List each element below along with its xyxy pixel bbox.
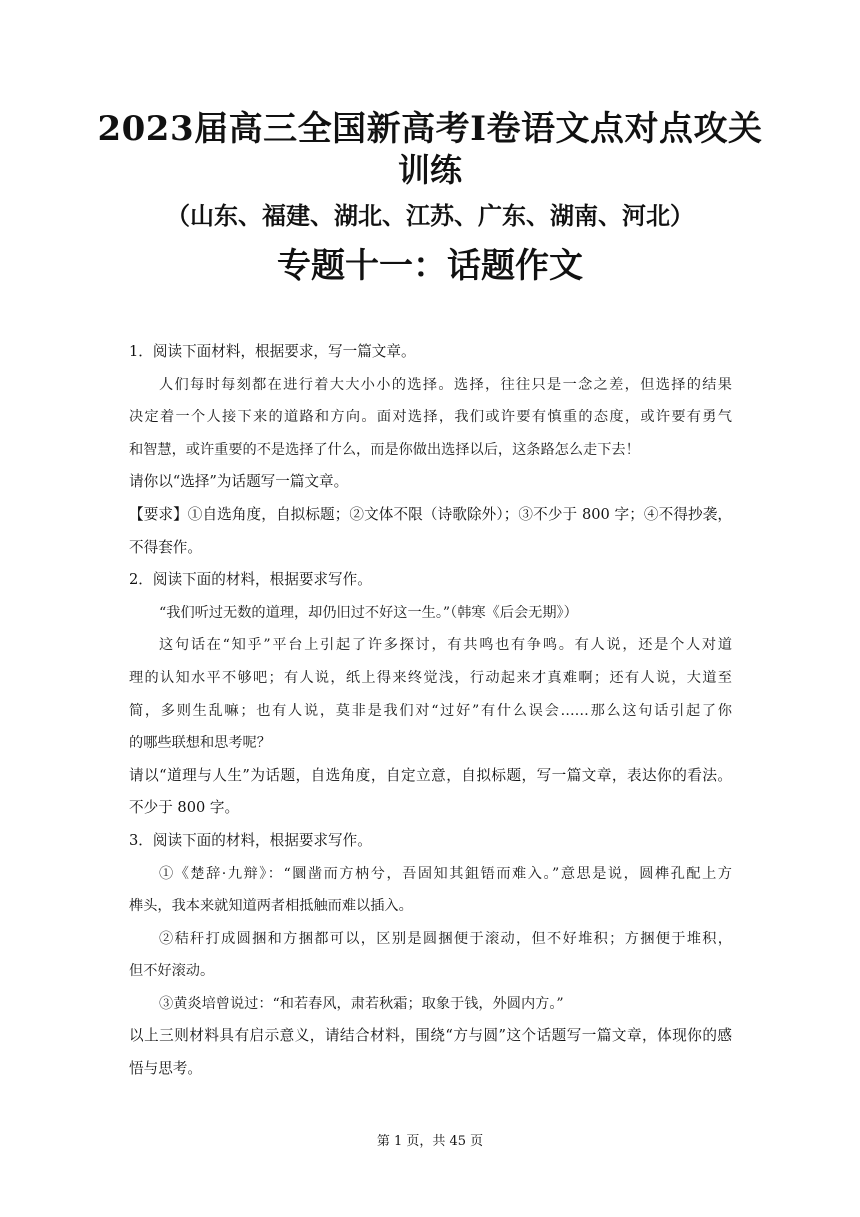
question-1-material-line: 决定着一个人接下来的道路和方向。面对选择，我们或许要有慎重的态度，或许要有勇气	[129, 409, 732, 426]
question-3-item-2-line: 但不好滚动。	[129, 963, 215, 980]
question-2-task-line: 请以“道理与人生”为话题，自选角度，自定立意，自拟标题，写一篇文章，表达你的看法。	[129, 766, 732, 784]
question-1-material-line: 人们每时每刻都在进行着大大小小的选择。选择，往往只是一念之差，但选择的结果	[159, 376, 732, 393]
question-3-item-1-line: ①《楚辞·九辩》：“圜凿而方枘兮，吾固知其鉏铻而难入。”意思是说，圆榫孔配上方	[159, 865, 732, 882]
question-2-material-line: 的哪些联想和思考呢？	[129, 735, 271, 752]
question-1-task-line: 请你以“选择”为话题写一篇文章。	[129, 473, 349, 491]
question-2-material-line: 理的认知水平不够吧；有人说，纸上得来终觉浅，行动起来才真难啊；还有人说，大道至	[129, 669, 732, 686]
question-3-item-2-line: ②秸秆打成圆捆和方捆都可以，区别是圆捆便于滚动，但不好堆积；方捆便于堆积，	[159, 930, 732, 947]
document-subtitle: （山东、福建、湖北、江苏、广东、湖南、河北）	[166, 201, 694, 230]
question-1-prompt: 1．阅读下面材料，根据要求，写一篇文章。	[129, 343, 416, 360]
question-3-prompt: 3．阅读下面的材料，根据要求写作。	[129, 831, 372, 849]
topic-heading: 专题十一：话题作文	[277, 246, 583, 286]
document-body	[129, 336, 732, 1086]
question-3-item-1-line: 榫头，我本来就知道两者相抵触而难以插入。	[129, 898, 413, 915]
question-2-material-line: 简，多则生乱嘛；也有人说，莫非是我们对“过好”有什么误会……那么这句话引起了你	[129, 702, 732, 719]
question-3-task-line: 悟与思考。	[129, 1060, 202, 1078]
question-3-item-3-line: ③黄炎培曾说过：“和若春风，肃若秋霜；取象于钱，外圆内方。”	[159, 995, 564, 1012]
question-2-quote: “我们听过无数的道理，却仍旧过不好这一生。”（韩寒《后会无期》）	[159, 604, 578, 621]
question-3-task-line: 以上三则材料具有启示意义，请结合材料，围绕“方与圆”这个话题写一篇文章，体现你的感	[129, 1027, 732, 1045]
document-title-line1: 2023届高三全国新高考Ⅰ卷语文点对点攻关	[97, 109, 763, 149]
document-title-line2: 训练	[397, 151, 462, 189]
question-1-requirements-line: 不得套作。	[129, 538, 202, 556]
question-2-task-line: 不少于 800 字。	[129, 799, 240, 817]
question-1-material-line: 和智慧，或许重要的不是选择了什么，而是你做出选择以后，这条路怎么走下去！	[129, 441, 640, 458]
question-2-material-line: 这句话在“知乎”平台上引起了许多探讨，有共鸣也有争鸣。有人说，还是个人对道	[159, 637, 732, 654]
question-1-requirements-line: 【要求】①自选角度，自拟标题；②文体不限（诗歌除外）；③不少于 800 字；④不得抄袭，	[129, 505, 732, 523]
question-2-prompt: 2．阅读下面的材料，根据要求写作。	[129, 571, 372, 589]
page-footer: 第 1 页，共 45 页	[376, 1134, 484, 1149]
